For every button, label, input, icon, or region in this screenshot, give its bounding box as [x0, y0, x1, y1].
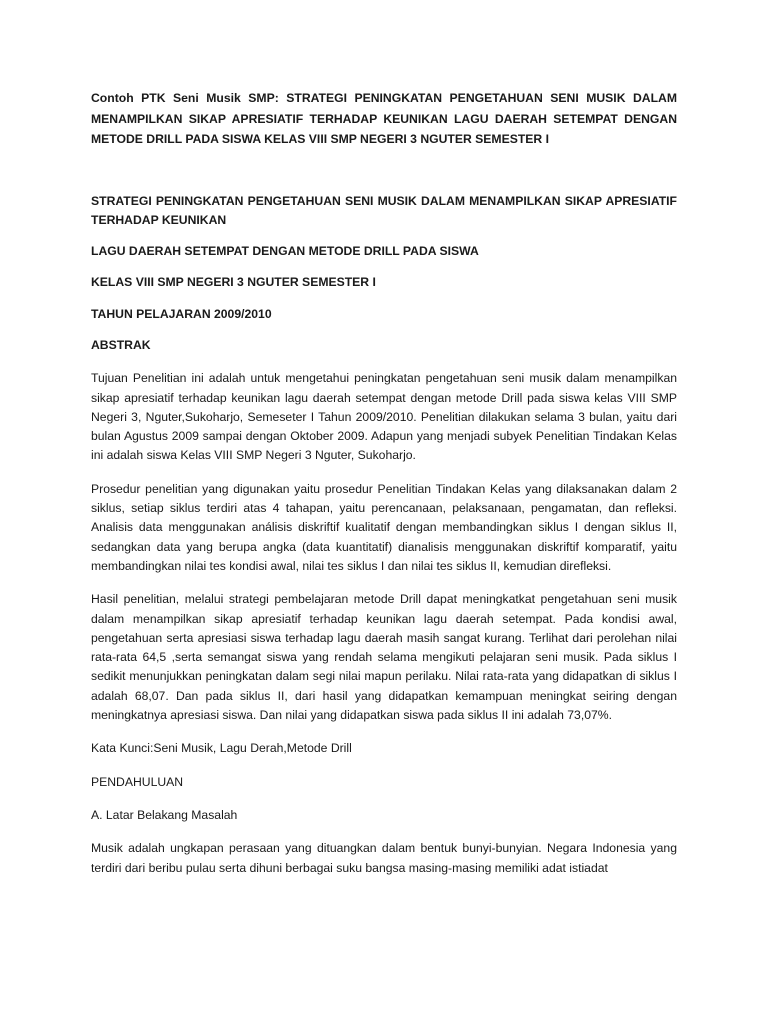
intro-title: Contoh PTK Seni Musik SMP: STRATEGI PENINGKATAN PENGETAHUAN SENI MUSIK DALAM MENAMPILKAN SIKAP APRESIATIF TERHADAP KEUNIKAN LAGU DAERAH SETEMPAT DENGAN METODE DRILL PADA SISWA KELAS VIII SMP NEGERI 3 NGUTER SEMESTER I — [91, 91, 677, 146]
heading-subtitle: LAGU DAERAH SETEMPAT DENGAN METODE DRILL PADA SISWA — [91, 244, 479, 259]
section-a-heading: A. Latar Belakang Masalah — [91, 807, 238, 822]
heading-main: STRATEGI PENINGKATAN PENGETAHUAN SENI MUSIK DALAM MENAMPILKAN SIKAP APRESIATIF TERHADAP KEUNIKAN — [91, 193, 677, 227]
keywords: Kata Kunci:Seni Musik, Lagu Derah,Metode Drill — [91, 741, 352, 756]
abstract-paragraph-2: Prosedur penelitian yang digunakan yaitu prosedur Penelitian Tindakan Kelas yang dilaksanakan dalam 2 siklus, setiap siklus terdiri atas 4 tahapan, yaitu perencanaan, pelaksanaan, pengamatan, dan refleksi. Analisis data menggunakan análisis diskriftif kualitatif dengan membandingkan siklus I dengan siklus II, sedangkan data yang berupa angka (data kuantitatif) dianalisis menggunakan diskriftif komparatif, yaitu membandingkan nilai tes kondisi awal, nilai tes siklus I dan nilai tes siklus II, kemudian direfleksi. — [91, 481, 677, 573]
introduction-label: PENDAHULUAN — [91, 774, 184, 789]
abstract-paragraph-1: Tujuan Penelitian ini adalah untuk mengetahui peningkatan pengetahuan seni musik dalam menampilkan sikap apresiatif terhadap keunikan lagu daerah setempat dengan metode Drill pada siswa kelas VIII SMP Negeri 3, Nguter,Sukoharjo, Semeseter I Tahun 2009/2010. Penelitian dilakukan selama 3 bulan, yaitu dari bulan Agustus 2009 sampai dengan Oktober 2009. Adapun yang menjadi subyek Penelitian Tindakan Kelas ini adalah siswa Kelas VIII SMP Negeri 3 Nguter, Sukoharjo. — [91, 371, 677, 463]
body-paragraph-1: Musik adalah ungkapan perasaan yang dituangkan dalam bentuk bunyi-bunyian. Negara Indonesia yang terdiri dari beribu pulau serta dihuni berbagai suku bangsa masing-masing memiliki adat istiadat — [91, 841, 677, 875]
abstract-label: ABSTRAK — [91, 337, 151, 352]
heading-year: TAHUN PELAJARAN 2009/2010 — [91, 306, 272, 321]
heading-class: KELAS VIII SMP NEGERI 3 NGUTER SEMESTER I — [91, 275, 376, 290]
document-page — [91, 88, 677, 878]
abstract-paragraph-3: Hasil penelitian, melalui strategi pembelajaran metode Drill dapat meningkatkat pengetahuan seni musik dalam menampilkan sikap apresiatif terhadap keunikan lagu daerah setempat. Pada kondisi awal, pengetahuan serta apresiasi siswa terhadap lagu daerah masih sangat kurang. Terlihat dari perolehan nilai rata-rata 64,5 ,serta semangat siswa yang rendah selama mengikuti pelajaran seni musik. Pada siklus I sedikit menunjukkan peningkatan dalam segi nilai mapun perilaku. Nilai rata-rata yang didapatkan di siklus I adalah 68,07. Dan pada siklus II, dari hasil yang didapatkan kemampuan meningkat seiring dengan meningkatnya apresiasi siswa. Dan nilai yang didapatkan siswa pada siklus II ini adalah 73,07%. — [91, 592, 677, 723]
